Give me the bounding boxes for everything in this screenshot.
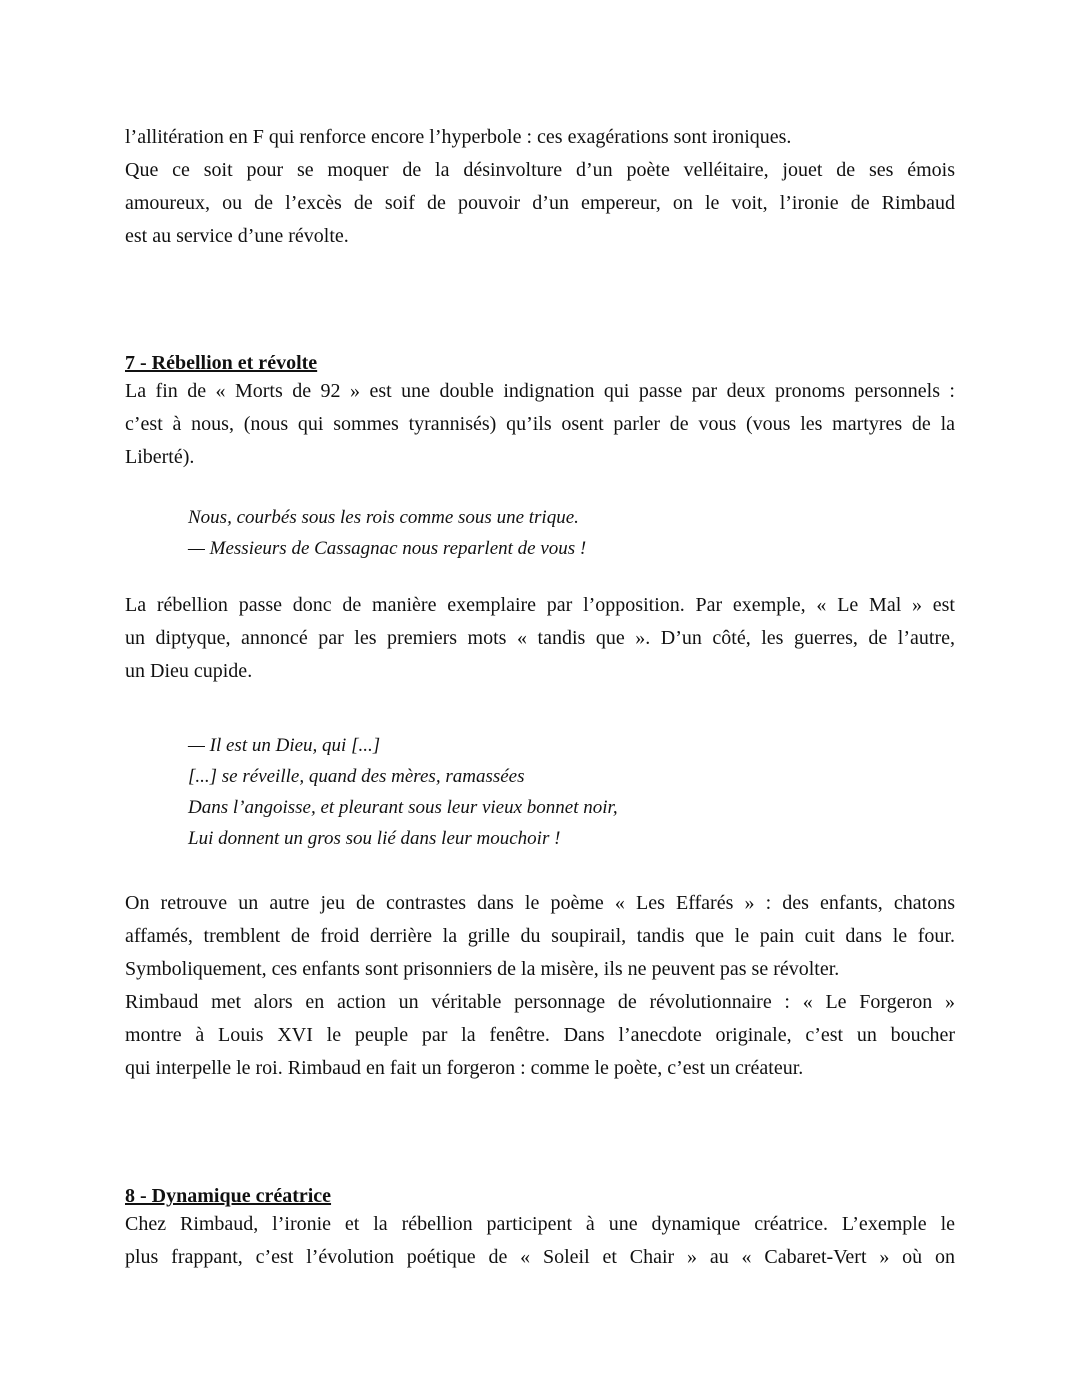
text-line: La fin de « Morts de 92 » est une double indignation qui passe par deux pronoms personnels : (125, 380, 955, 402)
paragraph (125, 887, 955, 1085)
text-line: Chez Rimbaud, l’ironie et la rébellion participent à une dynamique créatrice. L’exemple le (125, 1213, 955, 1235)
verse-quote (188, 730, 618, 854)
verse-quote (188, 502, 586, 564)
verse-line: Dans l’angoisse, et pleurant sous leur vieux bonnet noir, (188, 797, 618, 818)
text-line: est au service d’une révolte. (125, 225, 349, 247)
text-line: l’allitération en F qui renforce encore l’hyperbole : ces exagérations sont ironiques. (125, 126, 792, 148)
section-heading: 8 - Dynamique créatrice (125, 1185, 332, 1207)
text-line: un Dieu cupide. (125, 660, 253, 682)
section-7 (125, 351, 955, 474)
section-8 (125, 1184, 955, 1274)
verse-line: Lui donnent un gros sou lié dans leur mouchoir ! (188, 828, 561, 849)
text-line: La rébellion passe donc de manière exemplaire par l’opposition. Par exemple, « Le Mal » est (125, 594, 955, 616)
paragraph (125, 589, 955, 688)
verse-line: — Messieurs de Cassagnac nous reparlent de vous ! (188, 538, 587, 559)
text-line: On retrouve un autre jeu de contrastes dans le poème « Les Effarés » : des enfants, chatons (125, 892, 955, 914)
verse-line: — Il est un Dieu, qui [...] (188, 735, 381, 756)
text-line: Que ce soit pour se moquer de la désinvolture d’un poète velléitaire, jouet de ses émois (125, 159, 955, 181)
text-line: Rimbaud met alors en action un véritable personnage de révolutionnaire : « Le Forgeron » (125, 991, 955, 1013)
section-heading: 7 - Rébellion et révolte (125, 352, 318, 374)
text-line: amoureux, ou de l’excès de soif de pouvoir d’un empereur, on le voit, l’ironie de Rimbaud (125, 192, 955, 214)
verse-line: [...] se réveille, quand des mères, ramassées (188, 766, 525, 787)
text-line: c’est à nous, (nous qui sommes tyrannisés) qu’ils osent parler de vous (vous les martyres de la (125, 413, 955, 435)
intro-paragraph (125, 121, 955, 253)
text-line: un diptyque, annoncé par les premiers mots « tandis que ». D’un côté, les guerres, de l’autre, (125, 627, 955, 649)
text-line: montre à Louis XVI le peuple par la fenêtre. Dans l’anecdote originale, c’est un boucher (125, 1024, 955, 1046)
verse-line: Nous, courbés sous les rois comme sous une trique. (188, 507, 579, 528)
text-line: Symboliquement, ces enfants sont prisonniers de la misère, ils ne peuvent pas se révolter. (125, 958, 840, 980)
text-line: qui interpelle le roi. Rimbaud en fait un forgeron : comme le poète, c’est un créateur. (125, 1057, 804, 1079)
text-line: plus frappant, c’est l’évolution poétique de « Soleil et Chair » au « Cabaret-Vert » où on (125, 1246, 955, 1268)
text-line: affamés, tremblent de froid derrière la grille du soupirail, tandis que le pain cuit dans le four. (125, 925, 955, 947)
text-line: Liberté). (125, 446, 195, 468)
